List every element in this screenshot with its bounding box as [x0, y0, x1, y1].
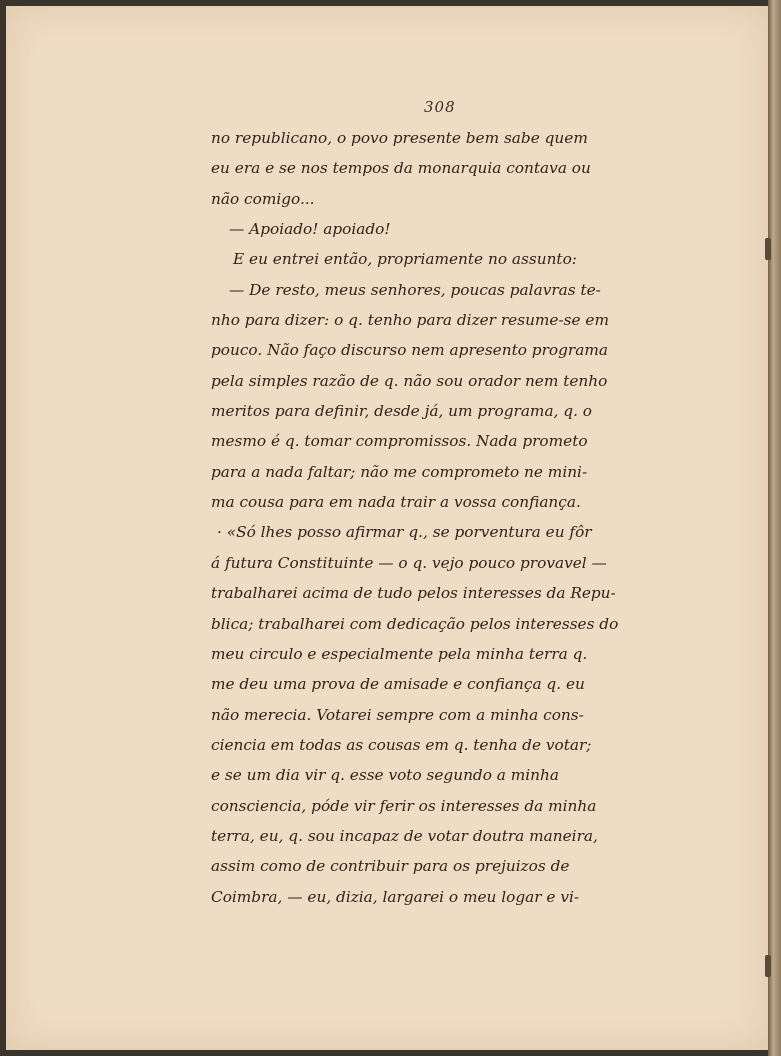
text-line: pouco. Não faço discurso nem apresento programa — [211, 341, 608, 360]
text-line: — De resto, meus senhores, poucas palavras te- — [229, 280, 601, 299]
text-line: meu circulo e especialmente pela minha terra q. — [211, 644, 588, 663]
handwritten-text — [211, 123, 689, 912]
text-line: mesmo é q. tomar compromissos. Nada prometo — [211, 432, 588, 451]
text-line: eu era e se nos tempos da monarquia contava ou — [211, 159, 591, 178]
text-line: assim como de contribuir para os prejuizos de — [211, 857, 570, 876]
binding-tab — [765, 955, 771, 977]
text-line: não comigo... — [211, 189, 315, 208]
text-line: ciencia em todas as cousas em q. tenha de votar; — [211, 735, 592, 754]
text-line: consciencia, póde vir ferir os interesses da minha — [211, 796, 597, 815]
text-line: no republicano, o povo presente bem sabe quem — [211, 129, 588, 147]
page-number: 308 — [424, 98, 456, 116]
page-edge — [768, 0, 781, 1056]
text-line: e se um dia vir q. esse voto segundo a minha — [211, 766, 559, 785]
text-line: para a nada faltar; não me comprometo ne mini- — [211, 462, 588, 481]
text-line: pela simples razão de q. não sou orador nem tenho — [211, 371, 608, 390]
text-line: terra, eu, q. sou incapaz de votar doutra maneira, — [211, 826, 598, 845]
text-line: Coimbra, — eu, dizia, largarei o meu logar e vi- — [211, 887, 580, 906]
binding-tab — [765, 238, 771, 260]
text-line: ma cousa para em nada trair a vossa confiança. — [211, 493, 581, 512]
text-line: blica; trabalharei com dedicação pelos interesses do — [211, 614, 619, 633]
text-line: não merecia. Votarei sempre com a minha cons- — [211, 705, 584, 724]
text-line: á futura Constituinte — o q. vejo pouco provavel — — [211, 553, 607, 572]
manuscript-page — [6, 6, 769, 1050]
text-line: · «Só lhes posso afirmar q., se porventura eu fôr — [217, 523, 592, 542]
text-line: me deu uma prova de amisade e confiança q. eu — [211, 675, 585, 694]
text-line: — Apoiado! apoiado! — [229, 220, 391, 239]
text-line: meritos para definir, desde já, um programa, q. o — [211, 402, 593, 421]
text-line: trabalharei acima de tudo pelos interesses da Repu- — [211, 584, 616, 603]
text-line: nho para dizer: o q. tenho para dizer resume-se em — [211, 311, 609, 330]
text-line: E eu entrei então, propriamente no assunto: — [233, 250, 577, 269]
